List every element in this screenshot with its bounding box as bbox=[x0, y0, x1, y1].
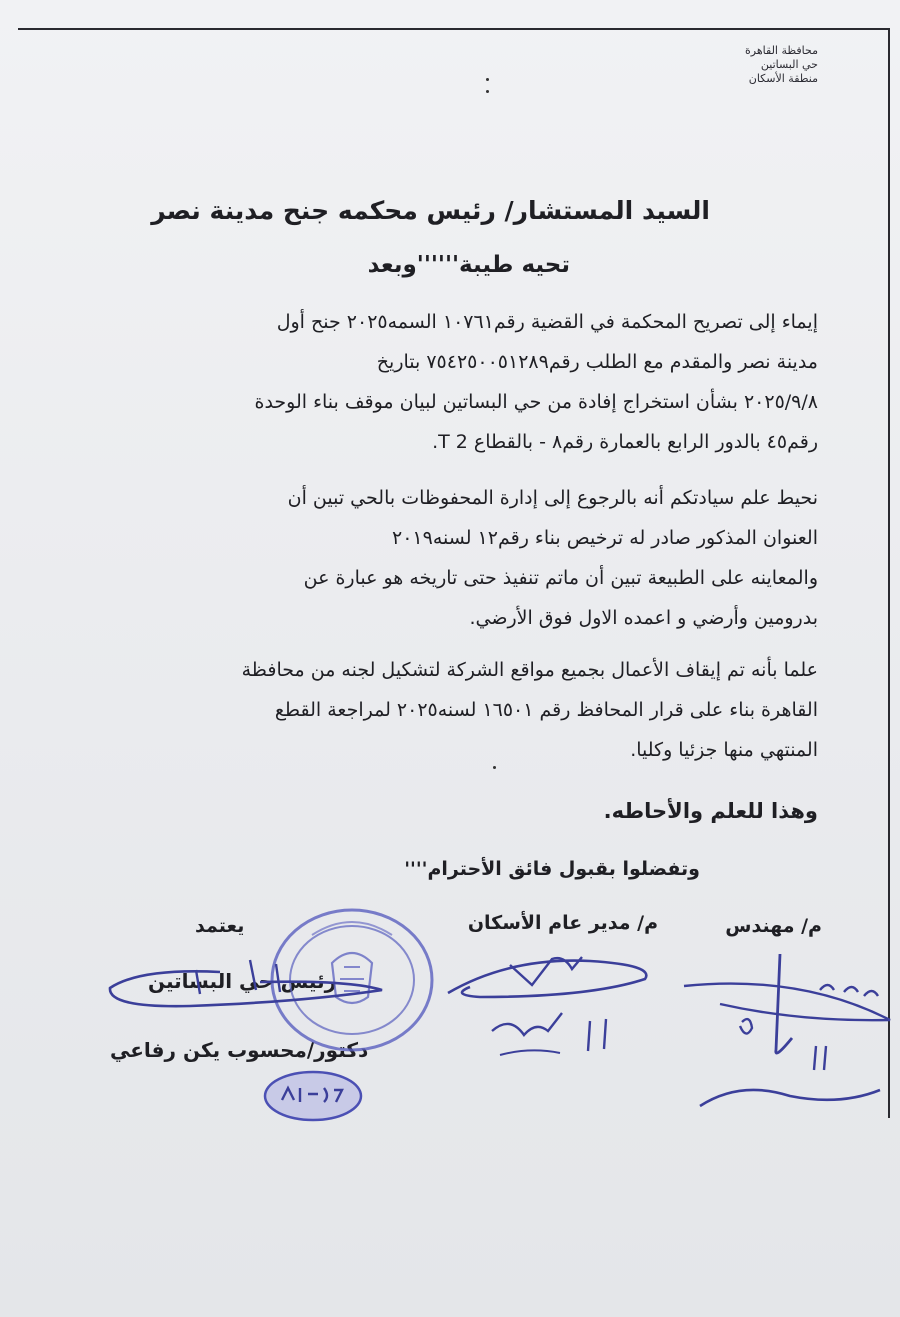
paragraph-line: والمعاينه على الطبيعة تبين أن ماتم تنفيذ حتى تاريخه هو عبارة عن bbox=[303, 567, 818, 589]
paragraph-suspension bbox=[58, 650, 818, 770]
letterhead-department: منطقة الأسكان bbox=[748, 72, 818, 85]
ink-dot bbox=[486, 78, 489, 81]
engineer-signature-icon bbox=[680, 930, 895, 1120]
district-head-signature-icon bbox=[100, 950, 390, 1030]
number-stamp-icon bbox=[262, 1068, 364, 1124]
paragraph-line: بدرومين وأرضي و اعمده الاول فوق الأرضي. bbox=[469, 607, 818, 629]
paragraph-request bbox=[58, 302, 818, 462]
paragraph-line: المنتهي منها جزئيا وكليا. bbox=[630, 739, 818, 761]
paragraph-line: إيماء إلى تصريح المحكمة في القضية رقم١٠٧٦١ السمه٢٠٢٥ جنح أول bbox=[276, 311, 818, 333]
addressee-line: السيد المستشار/ رئيس محكمه جنح مدينة نصر bbox=[151, 196, 710, 225]
letterhead-district: حي البساتين bbox=[760, 58, 818, 71]
paragraph-line: العنوان المذكور صادر له ترخيص بناء رقم١٢ لسنه٢٠١٩ bbox=[392, 527, 818, 549]
greeting-line: تحيه طيبة''''''وبعد bbox=[367, 252, 570, 278]
paragraph-line: رقم٤٥ بالدور الرابع بالعمارة رقم٨ - بالقطاع T 2. bbox=[432, 431, 818, 453]
closing-line: وهذا للعلم والأحاطه. bbox=[603, 799, 818, 823]
housing-manager-signature-icon bbox=[440, 935, 670, 1065]
paragraph-line: القاهرة بناء على قرار المحافظ رقم ١٦٥٠١ لسنه٢٠٢٥ لمراجعة القطع bbox=[274, 699, 818, 721]
district-head-title: رئيس حي البساتين bbox=[148, 969, 337, 993]
regards-line: وتفضلوا بقبول فائق الأحترام'''' bbox=[404, 858, 700, 880]
paragraph-line: مدينة نصر والمقدم مع الطلب رقم٧٥٤٢٥٠٠٥١٢٨٩ بتاريخ bbox=[376, 351, 818, 373]
paragraph-findings bbox=[58, 478, 818, 638]
paragraph-line: علما بأنه تم إيقاف الأعمال بجميع مواقع الشركة لتشكيل لجنه من محافظة bbox=[241, 659, 818, 681]
page-border-top bbox=[18, 28, 890, 30]
housing-manager-title: م/ مدير عام الأسكان bbox=[467, 912, 658, 934]
ink-dot bbox=[486, 90, 489, 93]
engineer-title: م/ مهندس bbox=[725, 915, 822, 937]
letterhead bbox=[618, 44, 818, 86]
ink-dot bbox=[493, 766, 496, 769]
paragraph-line: نحيط علم سيادتكم أنه بالرجوع إلى إدارة المحفوظات بالحي تبين أن bbox=[287, 487, 818, 509]
approval-title: يعتمد bbox=[195, 915, 245, 937]
letterhead-governorate: محافظة القاهرة bbox=[745, 44, 818, 57]
district-head-name: دكتور/محسوب يكن رفاعي bbox=[110, 1038, 369, 1062]
paragraph-line: ٢٠٢٥/٩/٨ بشأن استخراج إفادة من حي البساتين لبيان موقف بناء الوحدة bbox=[254, 391, 818, 413]
